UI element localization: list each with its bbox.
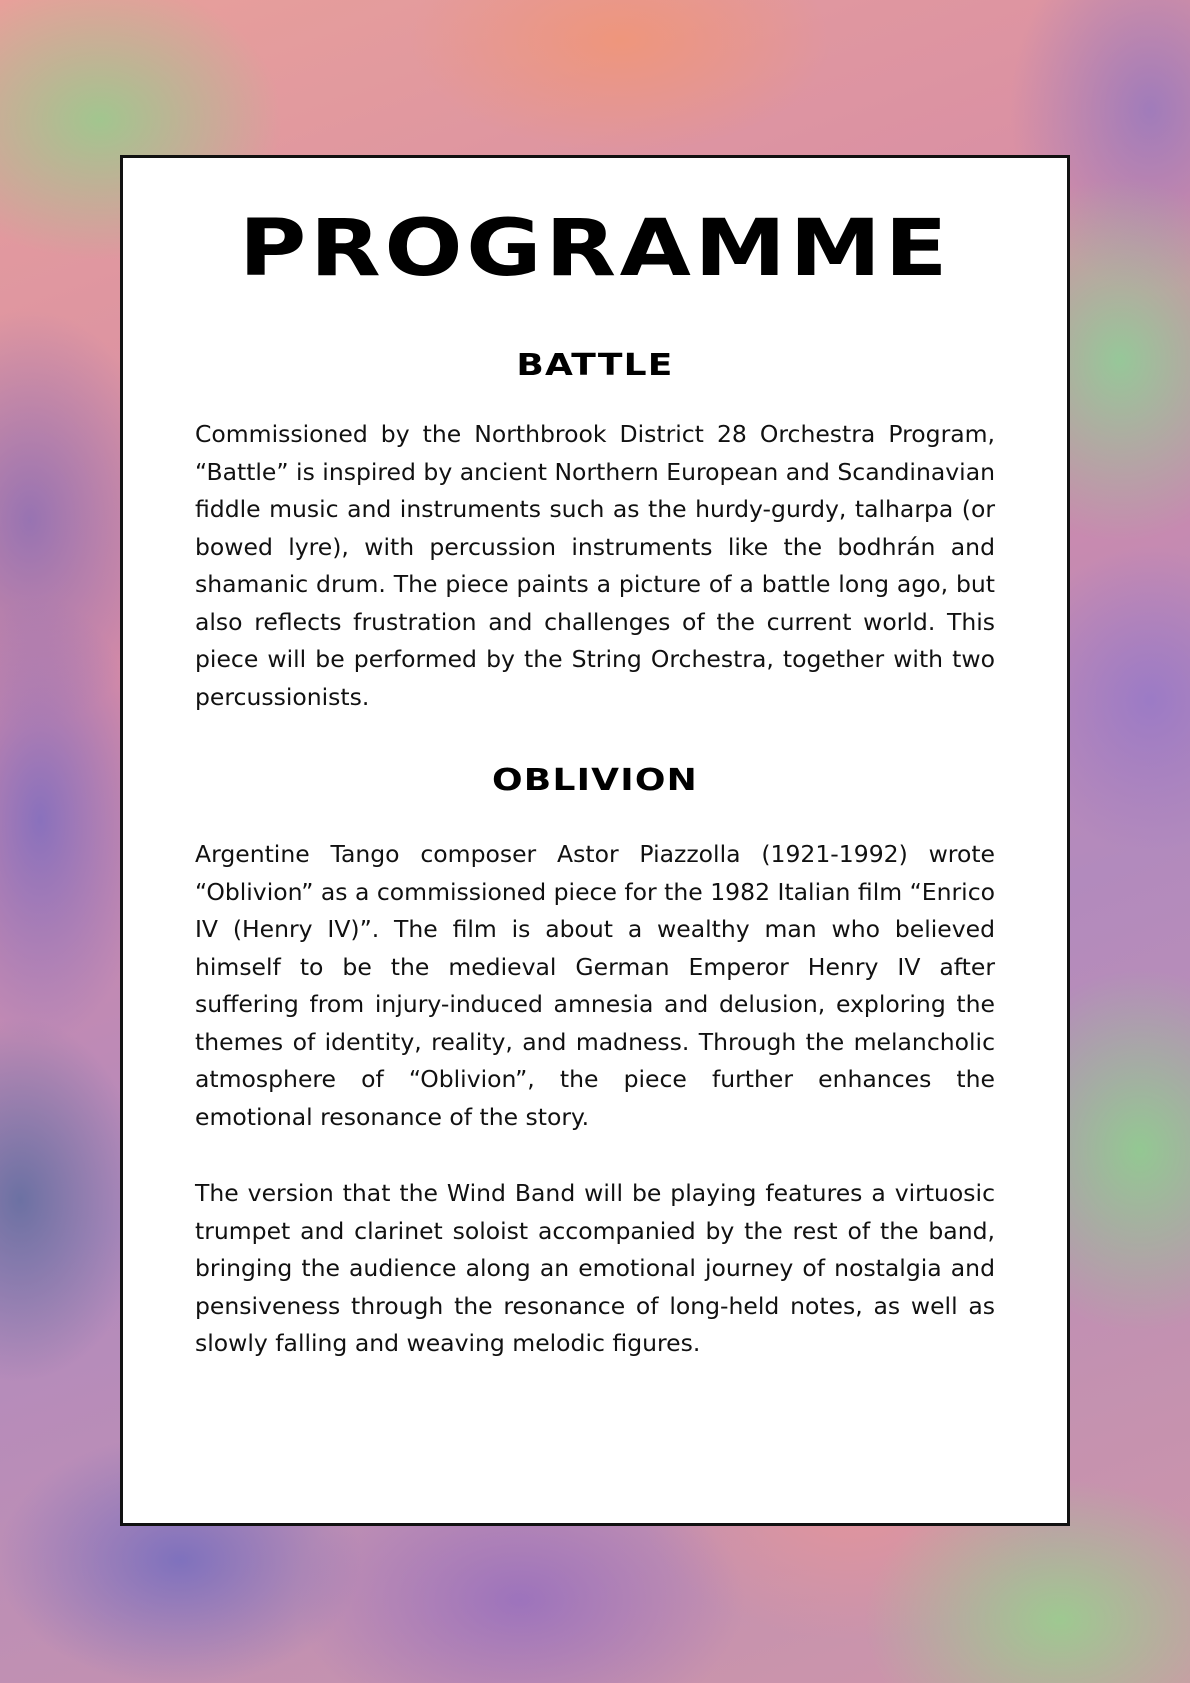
programme-card [120, 155, 1070, 1526]
oblivion-wind-band-note: The version that the Wind Band will be playing features a virtuosic trumpet and clarinet soloist accompanied by the rest of the band, bringing the audience along an emotional journey of nostalgia and pensiveness through the resonance of long-held notes, as well as slowly falling and weaving melodic figures. [195, 1179, 995, 1357]
battle-description: Commissioned by the Northbrook District 28 Orchestra Program, “Battle” is inspired by ancient Northern European and Scandinavian fiddle music and instruments such as the hurdy-gurdy, talharpa (or bowed lyre), with percussion instruments like the bodhrán and shamanic drum. The piece paints a picture of a battle long ago, but also reflects frustration and challenges of the current world. This piece will be performed by the String Orchestra, together with two percussionists. [195, 420, 995, 711]
section-heading-battle: BATTLE [516, 348, 674, 383]
page-title: PROGRAMME [238, 204, 952, 294]
section-heading-oblivion: OBLIVION [492, 763, 698, 798]
oblivion-description: Argentine Tango composer Astor Piazzolla (1921-1992) wrote “Oblivion” as a commissioned piece for the 1982 Italian film “Enrico IV (Henry IV)”. The film is about a wealthy man who believed himself to be the medieval German Emperor Henry IV after suffering from injury-induced amnesia and delusion, exploring the themes of identity, reality, and madness. Through the melancholic atmosphere of “Oblivion”, the piece further enhances the emotional resonance of the story. [195, 840, 995, 1131]
